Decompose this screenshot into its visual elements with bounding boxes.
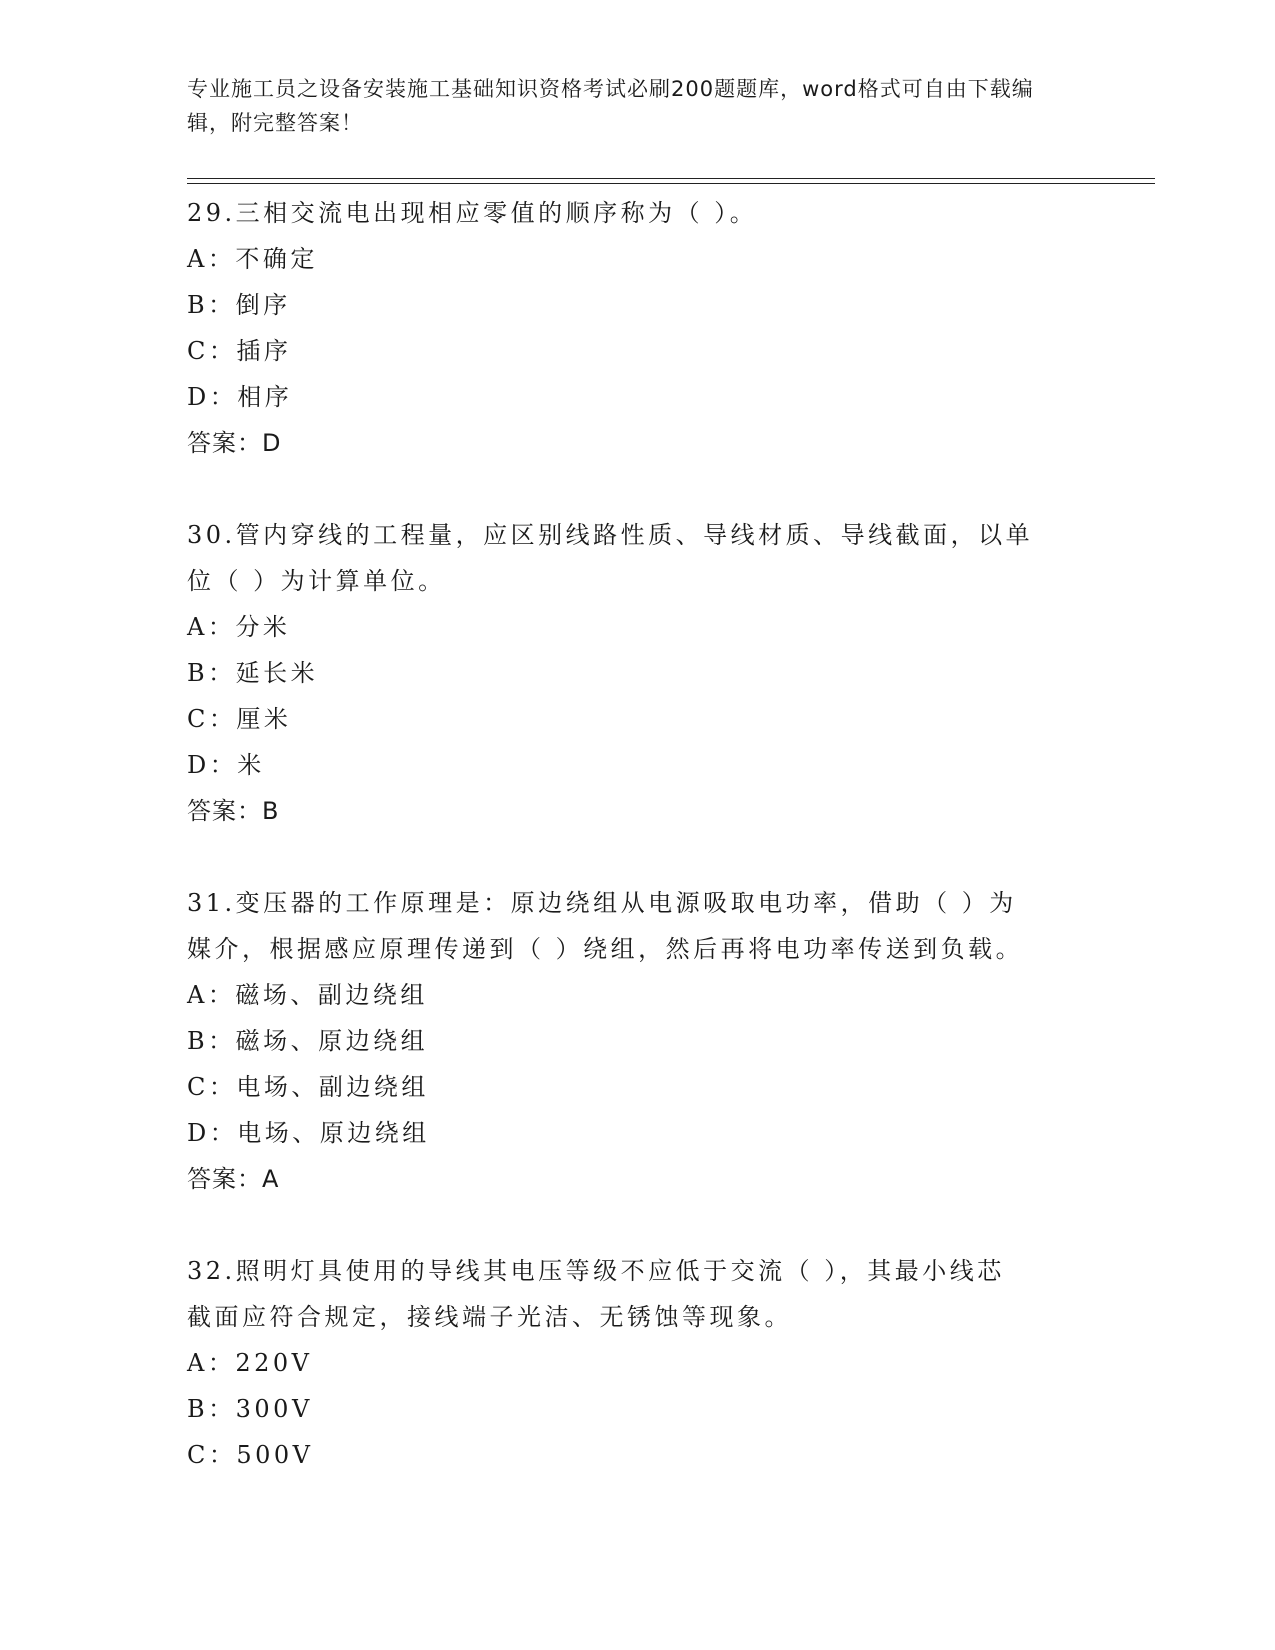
answer-line: 答案：B — [187, 797, 280, 825]
option-c: C：电场、副边绕组 — [187, 1073, 429, 1101]
answer-line: 答案：A — [187, 1165, 280, 1193]
option-a: A：磁场、副边绕组 — [187, 981, 428, 1009]
option-c: C：厘米 — [187, 705, 292, 733]
question-list — [187, 190, 1087, 1478]
question-stem-line-1: 30.管内穿线的工程量，应区别线路性质、导线材质、导线截面，以单 — [187, 521, 1034, 549]
option-b: B：延长米 — [187, 659, 319, 687]
option-b: B：磁场、原边绕组 — [187, 1027, 429, 1055]
question-31 — [187, 880, 1087, 1202]
option-a: A：220V — [187, 1349, 313, 1377]
question-stem-line-1: 32.照明灯具使用的导线其电压等级不应低于交流（ ），其最小线芯 — [187, 1257, 1005, 1285]
question-29 — [187, 190, 1087, 466]
option-d: D：相序 — [187, 383, 293, 411]
option-c: C：500V — [187, 1441, 314, 1469]
question-stem-line-1: 31.变压器的工作原理是：原边绕组从电源吸取电功率，借助（ ）为 — [187, 889, 1017, 917]
option-d: D：电场、原边绕组 — [187, 1119, 430, 1147]
header-divider-top — [187, 178, 1155, 179]
question-stem-line-2: 截面应符合规定，接线端子光洁、无锈蚀等现象。 — [187, 1303, 792, 1331]
question-stem: 29.三相交流电出现相应零值的顺序称为（ ）。 — [187, 199, 758, 227]
option-b: B：300V — [187, 1395, 313, 1423]
header-divider-bottom — [187, 183, 1155, 184]
question-32 — [187, 1248, 1087, 1478]
question-30 — [187, 512, 1087, 834]
answer-line: 答案：D — [187, 429, 282, 457]
option-c: C：插序 — [187, 337, 292, 365]
page-header: 专业施工员之设备安装施工基础知识资格考试必刷200题题库，word格式可自由下载编辑，附完整答案！ — [187, 77, 1034, 135]
option-a: A：不确定 — [187, 245, 318, 273]
question-stem-line-2: 位（ ）为计算单位。 — [187, 567, 446, 595]
question-stem-line-2: 媒介，根据感应原理传递到（ ）绕组，然后再将电功率传送到负载。 — [187, 935, 1024, 963]
option-b: B：倒序 — [187, 291, 291, 319]
option-d: D：米 — [187, 751, 265, 779]
option-a: A：分米 — [187, 613, 291, 641]
